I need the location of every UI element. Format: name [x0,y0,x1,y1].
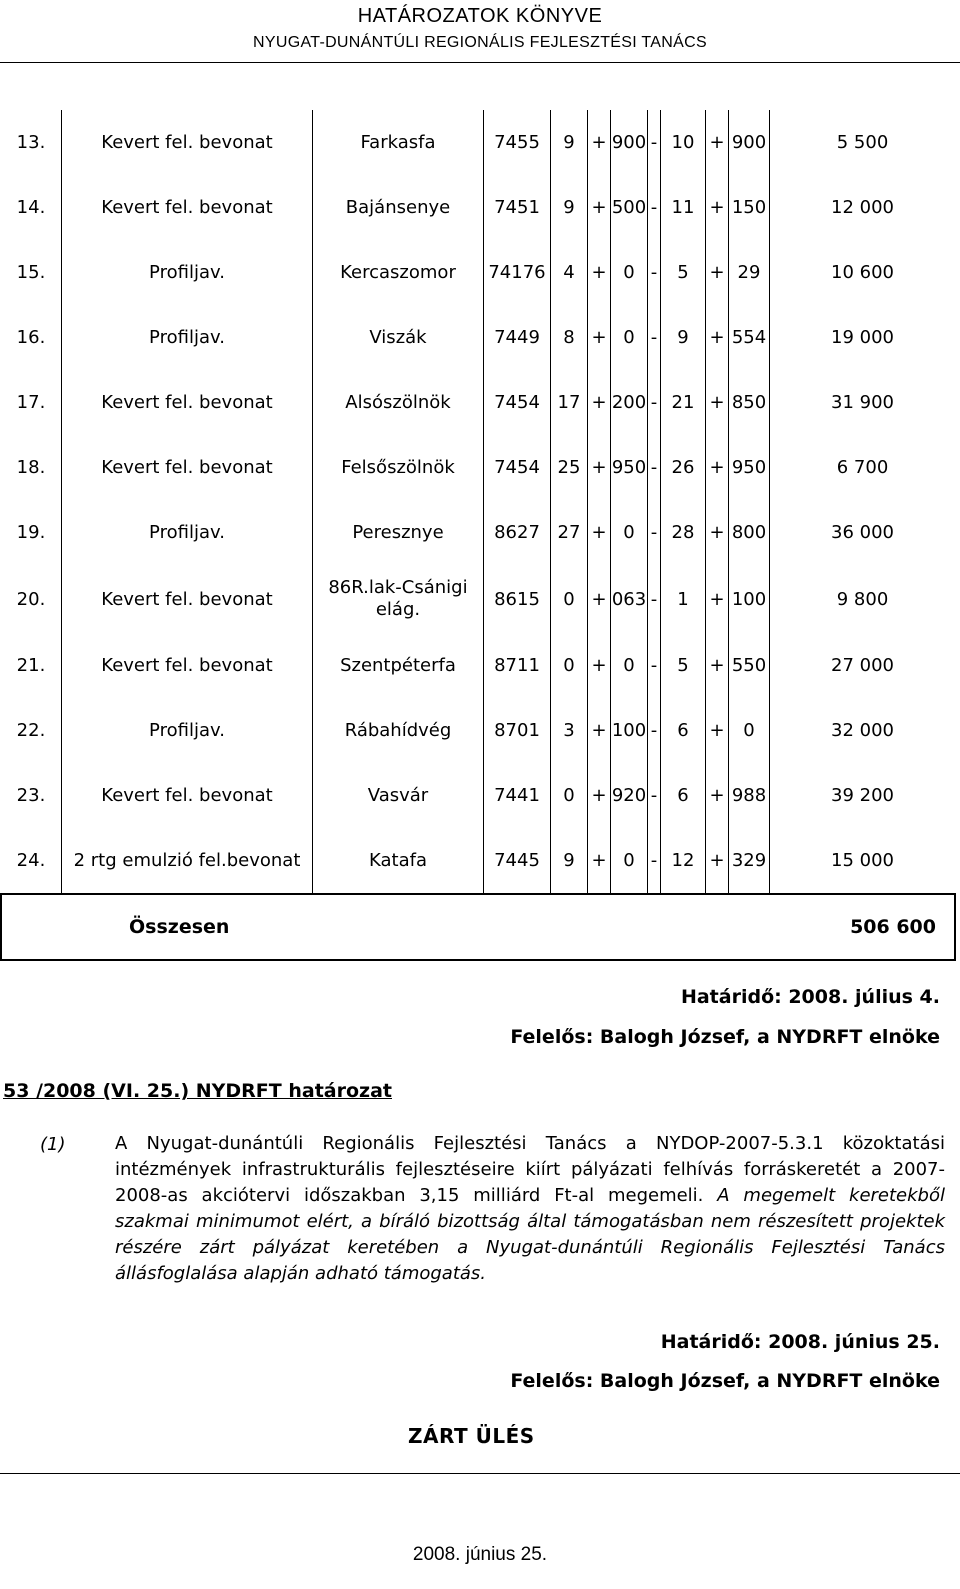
decision-paragraph [115,1131,945,1287]
m-from-cell: 500 [611,175,648,240]
km-to-cell: 10 [661,110,706,175]
footer-divider [0,1473,960,1474]
km-from-cell: 27 [551,500,588,565]
footer-date: 2008. június 25. [412,1544,548,1565]
plus-sign-cell: + [706,435,729,500]
dash-sign-cell: - [648,565,661,633]
table-row [1,565,955,633]
road-number-cell: 8627 [484,500,551,565]
work-type-cell: Profiljav. [62,240,313,305]
table-row [1,763,955,828]
km-from-cell: 9 [551,175,588,240]
table-row [1,828,955,894]
amount-cell: 31 900 [831,392,894,413]
row-number-cell: 22. [1,698,62,763]
plus-sign-cell: + [706,370,729,435]
plus-sign-cell: + [588,698,611,763]
km-from-cell: 25 [551,435,588,500]
amount-cell: 9 800 [836,588,889,610]
m-to-cell: 0 [729,698,770,763]
km-to-cell: 6 [661,698,706,763]
deadline-2: Határidő: 2008. június 25. [660,1331,940,1353]
dash-sign-cell: - [648,175,661,240]
road-number-cell: 8711 [484,633,551,698]
dash-sign-cell: - [648,763,661,828]
table-row [1,175,955,240]
plus-sign-cell: + [588,500,611,565]
km-from-cell: 17 [551,370,588,435]
document-title: HATÁROZATOK KÖNYVE [357,5,603,27]
m-from-cell: 920 [611,763,648,828]
km-from-cell: 3 [551,698,588,763]
plus-sign-cell: + [706,828,729,894]
location-cell: Vasvár [313,763,484,828]
council-name: NYUGAT-DUNÁNTÚLI REGIONÁLIS FEJLESZTÉSI TANÁCS [253,34,707,51]
work-type-cell: Kevert fel. bevonat [62,370,313,435]
location-cell: Kercaszomor [313,240,484,305]
row-number-cell: 21. [1,633,62,698]
road-number-cell: 74176 [484,240,551,305]
m-to-cell: 329 [729,828,770,894]
total-value: 506 600 [611,894,956,960]
plus-sign-cell: + [706,633,729,698]
table-row [1,305,955,370]
location-cell: Bajánsenye [313,175,484,240]
responsible-1: Felelős: Balogh József, a NYDRFT elnöke [510,1026,940,1048]
dash-sign-cell: - [648,110,661,175]
plus-sign-cell: + [588,763,611,828]
work-type-cell: Kevert fel. bevonat [62,633,313,698]
dash-sign-cell: - [648,435,661,500]
row-number-cell: 18. [1,435,62,500]
road-number-cell: 7451 [484,175,551,240]
decision-text-italic: A megemelt keretekből szakmai minimumot elért, a bíráló bizottság által támogatásban nem részesített projektek részére zárt pályázat keretében a Nyugat-dunántúli Regionális Fejlesztési Tanács állásfoglalása alapján adható támogatás. [115,1185,945,1284]
table-row [1,370,955,435]
m-to-cell: 950 [729,435,770,500]
road-number-cell: 7449 [484,305,551,370]
responsible-2: Felelős: Balogh József, a NYDRFT elnöke [510,1370,940,1392]
road-number-cell: 8701 [484,698,551,763]
amount-cell: 15 000 [831,850,894,871]
total-row [1,894,955,960]
work-type-cell: Profiljav. [62,698,313,763]
m-from-cell: 900 [611,110,648,175]
plus-sign-cell: + [588,305,611,370]
plus-sign-cell: + [706,565,729,633]
m-from-cell: 0 [611,828,648,894]
m-from-cell: 0 [611,240,648,305]
work-type-cell: Kevert fel. bevonat [62,110,313,175]
dash-sign-cell: - [648,828,661,894]
dash-sign-cell: - [648,500,661,565]
plus-sign-cell: + [706,698,729,763]
amount-cell: 39 200 [831,785,894,806]
row-number-cell: 24. [1,828,62,894]
plus-sign-cell: + [588,435,611,500]
amount-cell: 12 000 [831,197,894,218]
amount-cell: 36 000 [831,522,894,543]
km-from-cell: 0 [551,633,588,698]
plus-sign-cell: + [706,110,729,175]
m-to-cell: 550 [729,633,770,698]
amount-cell: 27 000 [831,655,894,676]
km-to-cell: 5 [661,633,706,698]
km-to-cell: 1 [661,565,706,633]
road-number-cell: 7441 [484,763,551,828]
header-divider [0,62,960,63]
work-type-cell: Profiljav. [62,500,313,565]
location-cell: Szentpéterfa [313,633,484,698]
dash-sign-cell: - [648,633,661,698]
plus-sign-cell: + [706,175,729,240]
m-from-cell: 063 [611,565,648,633]
km-to-cell: 6 [661,763,706,828]
km-to-cell: 5 [661,240,706,305]
total-label: Összesen [1,894,611,960]
km-to-cell: 26 [661,435,706,500]
dash-sign-cell: - [648,370,661,435]
km-from-cell: 0 [551,763,588,828]
amount-cell: 6 700 [836,457,889,478]
location-cell: Felsőszölnök [313,435,484,500]
decision-text: A Nyugat-dunántúli Regionális Fejlesztési Tanács a NYDOP-2007-5.3.1 közoktatási intézmények infrastrukturális fejlesztéseire kiírt pályázati felhívás forráskeretét a 2007-2008-as akciótervi időszakban 3,15 milliárd Ft-al megemeli. [115,1133,945,1206]
row-number-cell: 14. [1,175,62,240]
work-type-cell: Kevert fel. bevonat [62,565,313,633]
work-type-cell: 2 rtg emulzió fel.bevonat [62,828,313,894]
location-cell: Farkasfa [313,110,484,175]
decision-title: 53 /2008 (VI. 25.) NYDRFT határozat [3,1080,392,1102]
road-number-cell: 7455 [484,110,551,175]
km-to-cell: 11 [661,175,706,240]
m-from-cell: 0 [611,500,648,565]
dash-sign-cell: - [648,698,661,763]
amount-cell: 10 600 [831,262,894,283]
amount-cell: 19 000 [831,327,894,348]
work-type-cell: Kevert fel. bevonat [62,435,313,500]
deadline-1: Határidő: 2008. július 4. [680,986,940,1008]
amount-cell: 32 000 [831,720,894,741]
plus-sign-cell: + [706,500,729,565]
location-cell: 86R.lak-Csánigi elág. [313,565,484,633]
location-cell: Peresznye [313,500,484,565]
plus-sign-cell: + [588,565,611,633]
plus-sign-cell: + [706,763,729,828]
km-to-cell: 28 [661,500,706,565]
row-number-cell: 20. [1,565,62,633]
plus-sign-cell: + [588,110,611,175]
plus-sign-cell: + [706,305,729,370]
m-from-cell: 950 [611,435,648,500]
m-to-cell: 988 [729,763,770,828]
work-type-cell: Kevert fel. bevonat [62,763,313,828]
road-number-cell: 7454 [484,370,551,435]
km-to-cell: 9 [661,305,706,370]
row-number-cell: 19. [1,500,62,565]
plus-sign-cell: + [588,828,611,894]
km-from-cell: 4 [551,240,588,305]
km-from-cell: 9 [551,110,588,175]
row-number-cell: 13. [1,110,62,175]
work-type-cell: Kevert fel. bevonat [62,175,313,240]
m-to-cell: 150 [729,175,770,240]
km-from-cell: 8 [551,305,588,370]
m-to-cell: 29 [729,240,770,305]
work-type-cell: Profiljav. [62,305,313,370]
location-cell: Viszák [313,305,484,370]
road-number-cell: 7454 [484,435,551,500]
m-from-cell: 0 [611,305,648,370]
dash-sign-cell: - [648,305,661,370]
location-cell: Katafa [313,828,484,894]
m-from-cell: 200 [611,370,648,435]
m-to-cell: 800 [729,500,770,565]
km-to-cell: 21 [661,370,706,435]
m-from-cell: 100 [611,698,648,763]
row-number-cell: 23. [1,763,62,828]
plus-sign-cell: + [588,633,611,698]
km-from-cell: 9 [551,828,588,894]
m-to-cell: 100 [729,565,770,633]
row-number-cell: 17. [1,370,62,435]
table-row [1,240,955,305]
km-to-cell: 12 [661,828,706,894]
plus-sign-cell: + [706,240,729,305]
m-from-cell: 0 [611,633,648,698]
table-row [1,435,955,500]
km-from-cell: 0 [551,565,588,633]
plus-sign-cell: + [588,175,611,240]
plus-sign-cell: + [588,370,611,435]
amount-cell: 5 500 [836,132,889,153]
plus-sign-cell: + [588,240,611,305]
road-number-cell: 7445 [484,828,551,894]
table-row [1,500,955,565]
dash-sign-cell: - [648,240,661,305]
closed-session-heading: ZÁRT ÜLÉS [408,1424,535,1448]
m-to-cell: 900 [729,110,770,175]
table-row [1,633,955,698]
document-header [0,4,960,54]
road-number-cell: 8615 [484,565,551,633]
m-to-cell: 554 [729,305,770,370]
paragraph-number: (1) [40,1134,66,1155]
location-cell: Rábahídvég [313,698,484,763]
row-number-cell: 16. [1,305,62,370]
table-row [1,698,955,763]
row-number-cell: 15. [1,240,62,305]
table-row [1,110,955,175]
m-to-cell: 850 [729,370,770,435]
location-cell: Alsószölnök [313,370,484,435]
road-works-table [0,110,956,961]
